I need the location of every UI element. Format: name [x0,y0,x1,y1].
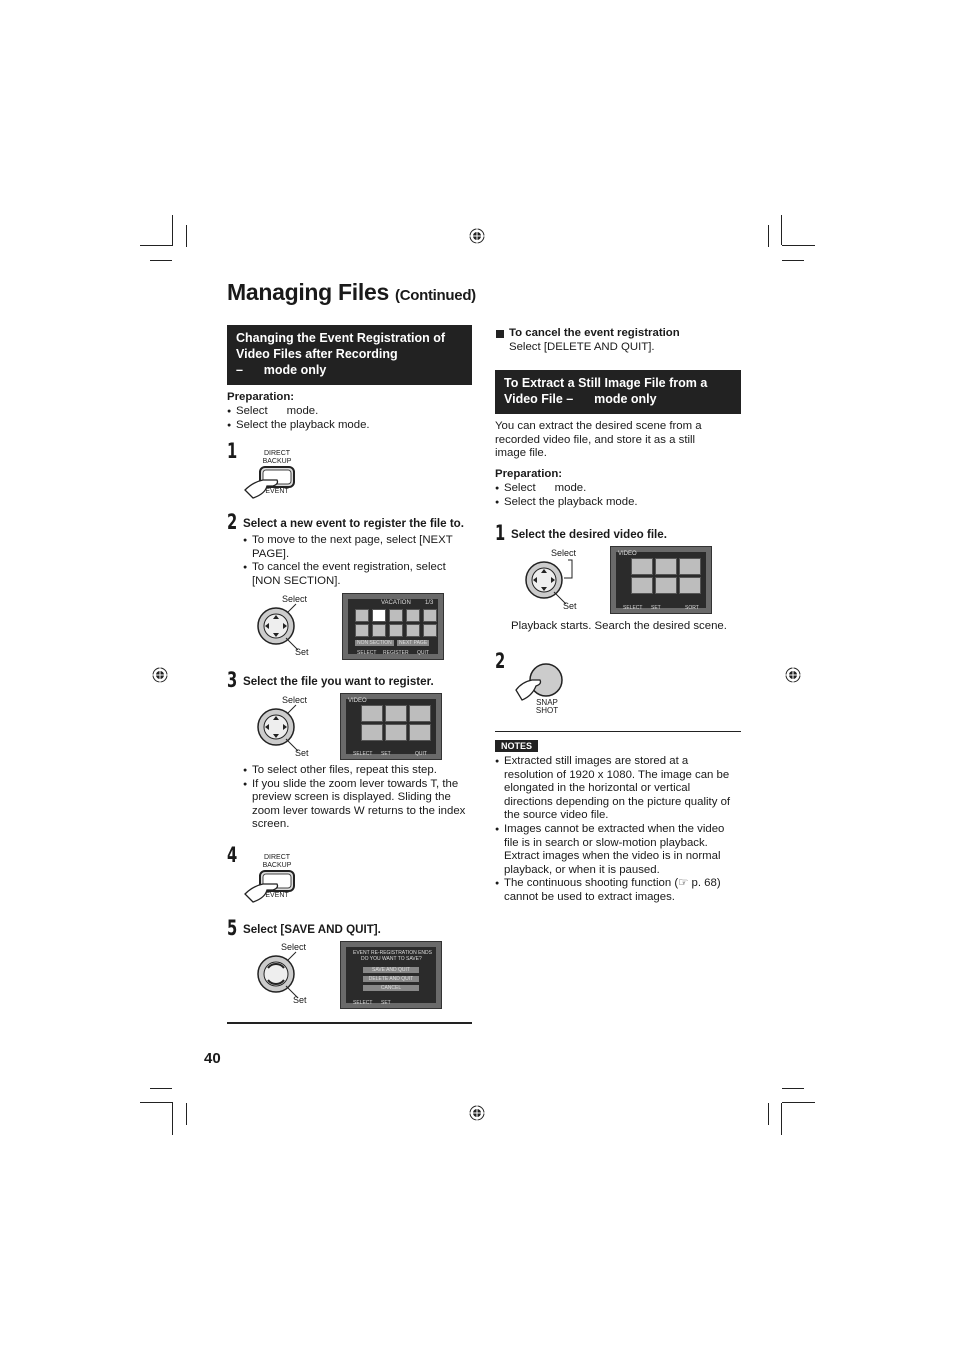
preparation-list [495,482,741,509]
button-label-top: DIRECT BACKUP [262,450,292,465]
list-item: ● To cancel the event registration, select [NON SECTION]. [243,561,471,588]
step-number: 2 [495,649,506,673]
dial-set-label: Set [293,995,307,1005]
section-header-line: Video Files after Recording [236,347,398,361]
crop-mark [186,225,187,247]
step-number: 1 [495,521,506,545]
registration-mark-icon [469,228,485,244]
crop-mark [172,1103,173,1135]
dial-set-label: Set [295,647,309,657]
cancel-text: Select [DELETE AND QUIT]. [509,341,655,353]
step-bullets [243,534,471,588]
page-title-suffix: (Continued) [395,287,476,304]
lcd-video-index [610,546,712,614]
video-thumb [385,705,407,722]
registration-mark-icon [785,667,801,683]
crop-mark [140,245,173,246]
video-thumb [409,705,431,722]
step-text: Select a new event to register the file to. [243,517,464,530]
lcd-page: 1/3 [425,600,434,606]
crop-mark [781,215,782,245]
crop-mark [782,1088,804,1089]
video-thumb [361,724,383,741]
step-bullets [243,764,471,832]
dial-select-label: Select [551,548,577,558]
snapshot-button-icon [514,662,566,702]
registration-mark-icon [152,667,168,683]
divider [495,731,741,732]
step-number: 5 [227,916,238,940]
section-header-line: – mode only [236,363,327,377]
event-thumb [423,624,437,637]
button-label-bottom: EVENT [265,488,289,495]
crop-mark [782,1102,815,1103]
list-item: ● To move to the next page, select [NEXT PAGE]. [243,534,471,561]
list-item: ● If you slide the zoom lever towards T, the preview screen is displayed. Sliding the zoom lever towards W returns to the index screen. [243,778,471,832]
registration-mark-icon [469,1105,485,1121]
notes-label: NOTES [495,740,538,752]
intro-text: You can extract the desired scene from a recorded video file, and store it as a still image file. [495,420,702,460]
lcd-footer-sort: SORT [685,605,699,611]
lcd-footer-quit: QUIT [415,751,427,757]
lcd-footer-set: SET [651,605,661,611]
dial-select-label: Select [282,695,308,705]
list-item: ● The continuous shooting function (☞ p. 68) cannot be used to extract images. [495,877,737,904]
preparation-title: Preparation: [495,468,563,480]
crop-mark [781,1103,782,1135]
list-item: ● Extracted still images are stored at a resolution of 1920 x 1080. The image can be elongated in the horizontal or vertical directions depending on the picture quality of the source video file. [495,755,737,823]
lcd-button: NON SECTION [357,640,392,646]
lcd-button: NEXT PAGE [399,640,428,646]
crop-mark [140,1102,173,1103]
dial-select-label: Select [282,594,308,604]
lcd-footer-select: SELECT [357,650,377,656]
step-text: Select [SAVE AND QUIT]. [243,923,381,936]
event-thumb [423,609,437,622]
dial-set-label: Set [563,601,577,611]
lcd-option: CANCEL [363,985,419,991]
event-thumb [406,609,420,622]
dial-set-label: Set [295,748,309,758]
list-item: ● Select the playback mode. [495,496,741,510]
divider [227,1022,472,1024]
lcd-dialog-line: DO YOU WANT TO SAVE? [361,956,422,962]
lcd-dialog-line: EVENT RE-REGISTRATION ENDS [353,950,432,956]
event-thumb [389,609,403,622]
step-text: Select the desired video file. [511,528,667,541]
section-header-event-registration [227,325,472,385]
step-number: 3 [227,668,238,692]
lcd-title: VIDEO [618,551,637,557]
lcd-video-index [340,693,442,760]
list-item: ● Select mode. [495,482,741,496]
event-thumb [406,624,420,637]
lcd-footer-set: SET [381,1000,391,1006]
page-title [227,279,476,306]
lcd-save-dialog [340,941,442,1009]
video-thumb [679,577,701,594]
square-bullet-icon [496,330,504,338]
step-text: Select the file you want to register. [243,675,434,688]
crop-mark [768,1103,769,1125]
dial-select-label: Select [281,942,307,952]
lcd-event-screen [342,593,444,660]
list-item: ● Images cannot be extracted when the video file is in search or slow-motion playback. Extract images when the video is in normal playback, or when it is paused. [495,823,737,877]
crop-mark [782,260,804,261]
video-thumb [631,558,653,575]
button-label-top: DIRECT BACKUP [262,854,292,869]
video-thumb [655,558,677,575]
page-number: 40 [204,1050,221,1067]
list-item: ● Select the playback mode. [227,419,472,433]
list-item: ● To select other files, repeat this step. [243,764,471,778]
button-label-bottom: EVENT [265,892,289,899]
event-thumb [355,624,369,637]
video-thumb [409,724,431,741]
lcd-option: SAVE AND QUIT [363,967,419,973]
section-header-line: To Extract a Still Image File from a [504,376,708,390]
crop-mark [782,245,815,246]
lcd-footer-quit: QUIT [417,650,429,656]
event-thumb [389,624,403,637]
step-caption: Playback starts. Search the desired scene. [511,620,727,632]
lcd-footer-register: REGISTER [383,650,409,656]
step-number: 2 [227,510,238,534]
video-thumb [361,705,383,722]
crop-mark [150,260,172,261]
crop-mark [768,225,769,247]
snapshot-button-label: SNAP SHOT [535,698,559,715]
lcd-footer-select: SELECT [353,1000,373,1006]
event-thumb [372,609,386,622]
page-title-text: Managing Files [227,279,389,305]
lcd-footer-set: SET [381,751,391,757]
crop-mark [150,1088,172,1089]
video-thumb [631,577,653,594]
section-header-extract [495,370,741,414]
video-thumb [655,577,677,594]
preparation-list [227,405,472,432]
step-number: 4 [227,843,238,867]
section-header-line: Video File – mode only [504,392,657,406]
event-thumb [372,624,386,637]
lcd-footer-select: SELECT [353,751,373,757]
video-thumb [385,724,407,741]
section-header-line: Changing the Event Registration of [236,331,446,345]
lcd-title: VIDEO [348,698,367,704]
step-number: 1 [227,439,238,463]
cancel-title: To cancel the event registration [509,327,680,339]
lcd-footer-select: SELECT [623,605,643,611]
crop-mark [172,215,173,245]
notes-list [495,755,737,905]
lcd-option: DELETE AND QUIT [363,976,419,982]
lcd-title: VACATION [381,600,411,606]
list-item: ● Select mode. [227,405,472,419]
video-thumb [679,558,701,575]
event-thumb [355,609,369,622]
preparation-title: Preparation: [227,391,295,403]
crop-mark [186,1103,187,1125]
